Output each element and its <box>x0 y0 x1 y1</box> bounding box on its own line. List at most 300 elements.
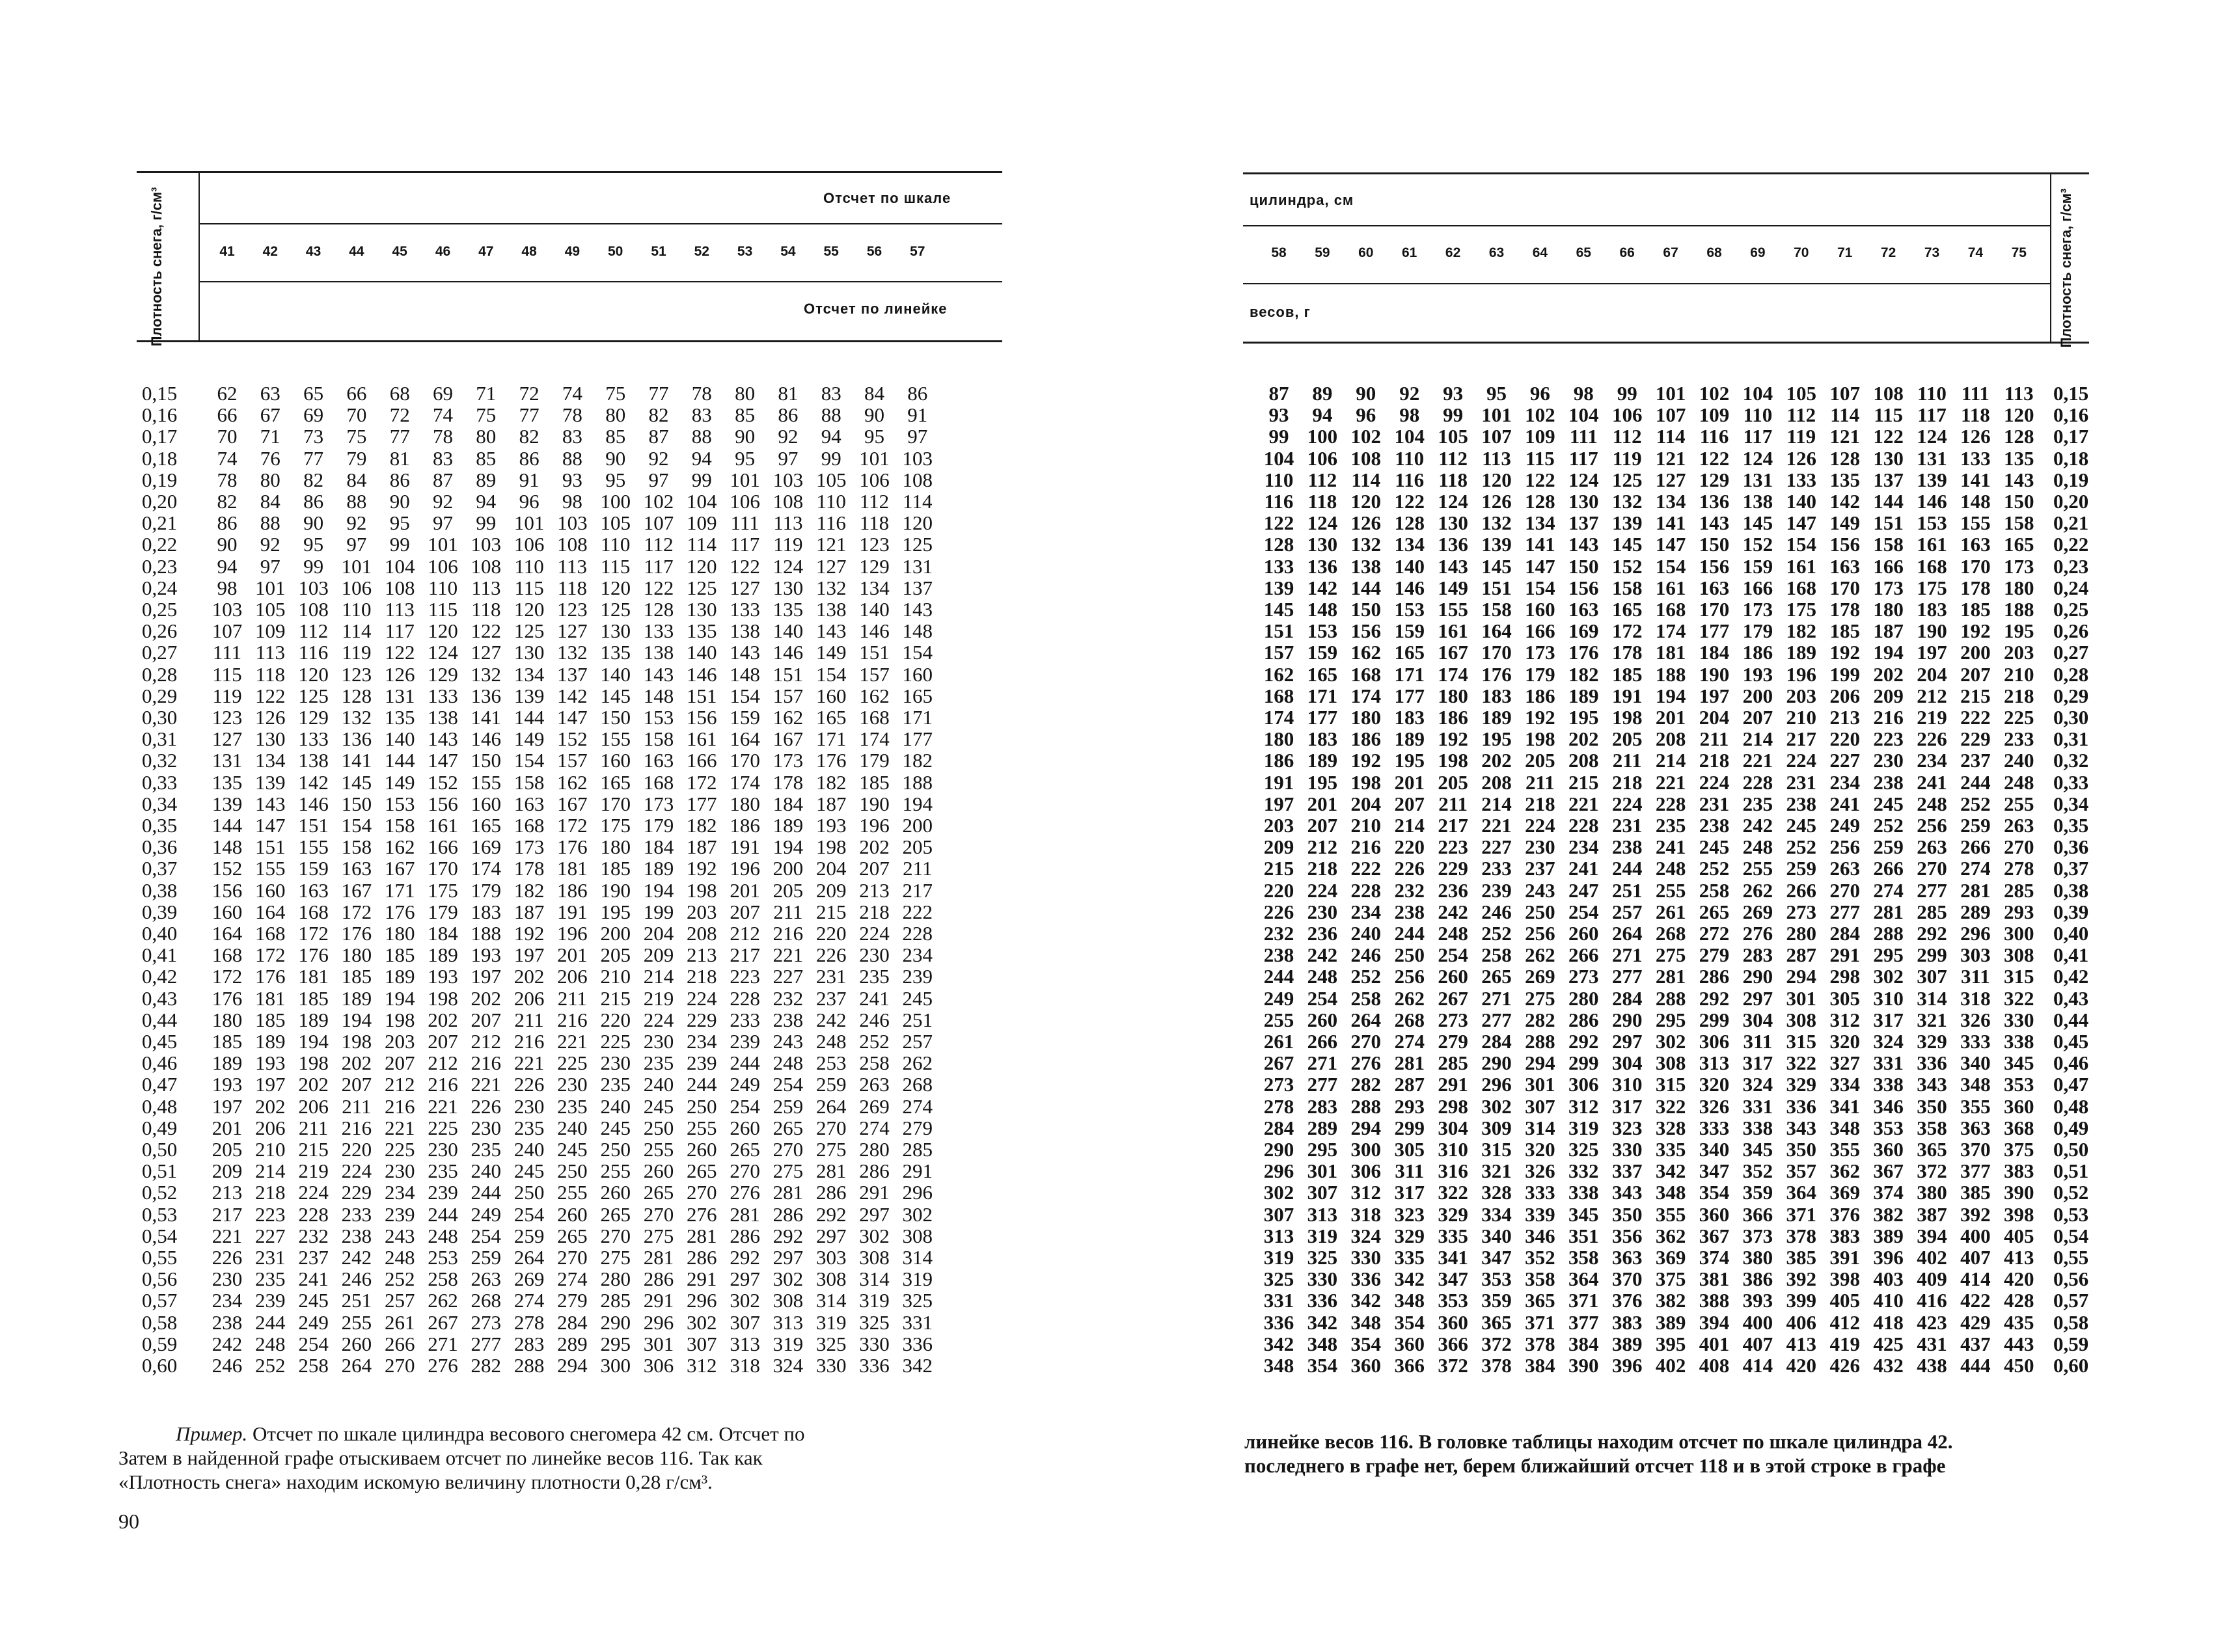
table-cell: 196 <box>557 922 588 945</box>
table-row <box>0 988 1114 1009</box>
table-cell: 216 <box>557 1008 588 1031</box>
table-cell: 163 <box>643 749 674 772</box>
table-cell: 70 <box>217 425 238 448</box>
table-cell: 158 <box>643 727 674 751</box>
table-cell: 302 <box>687 1310 717 1334</box>
table-cell: 116 <box>298 641 329 664</box>
table-cell: 291 <box>687 1267 717 1291</box>
table-cell: 99 <box>1443 403 1464 427</box>
table-cell: 260 <box>341 1332 372 1355</box>
column-header-74: 74 <box>1967 245 1984 260</box>
table-cell: 203 <box>1786 684 1817 707</box>
table-cell: 133 <box>730 598 760 621</box>
table-cell: 348 <box>1394 1289 1425 1312</box>
table-cell: 241 <box>1568 857 1599 880</box>
table-cell: 101 <box>341 554 372 578</box>
table-cell: 358 <box>1568 1246 1599 1269</box>
table-cell: 180 <box>1350 706 1382 729</box>
table-cell: 229 <box>1438 857 1468 880</box>
table-cell: 85 <box>735 403 756 427</box>
table-cell: 342 <box>1394 1267 1425 1291</box>
table-cell: 94 <box>1312 403 1333 427</box>
table-cell: 256 <box>1829 835 1860 859</box>
table-cell: 194 <box>298 1030 329 1053</box>
table-cell: 303 <box>815 1246 847 1269</box>
column-header-59: 59 <box>1315 245 1330 260</box>
table-cell: 294 <box>1786 965 1817 988</box>
table-cell: 187 <box>1873 619 1904 643</box>
table-cell: 225 <box>2004 706 2034 729</box>
table-cell: 104 <box>1742 382 1773 405</box>
table-cell: 425 <box>1873 1332 1904 1355</box>
table-cell: 224 <box>1611 792 1643 815</box>
table-cell: 274 <box>859 1116 890 1139</box>
table-cell: 207 <box>341 1073 372 1096</box>
table-cell: 221 <box>1655 770 1686 794</box>
table-row <box>1114 383 2229 404</box>
table-cell: 80 <box>605 403 626 427</box>
table-cell: 205 <box>1611 727 1643 751</box>
table-cell: 144 <box>212 814 243 837</box>
table-cell: 235 <box>428 1159 458 1183</box>
table-cell: 150 <box>471 749 502 772</box>
table-cell: 114 <box>1830 403 1860 427</box>
table-cell: 217 <box>1786 727 1817 751</box>
table-cell: 218 <box>1699 749 1730 772</box>
table-cell: 151 <box>1263 619 1294 643</box>
table-cell: 211 <box>298 1116 329 1139</box>
table-cell: 126 <box>1786 446 1817 470</box>
table-cell: 162 <box>384 835 415 859</box>
density-value: 0,18 <box>142 446 178 470</box>
table-cell: 83 <box>562 425 582 448</box>
table-cell: 203 <box>1263 814 1294 837</box>
table-cell: 267 <box>1263 1051 1294 1075</box>
table-cell: 161 <box>1438 619 1468 643</box>
table-cell: 138 <box>428 706 458 729</box>
table-cell: 183 <box>1307 727 1338 751</box>
table-cell: 319 <box>1263 1246 1294 1269</box>
table-row <box>0 944 1114 966</box>
table-cell: 190 <box>1699 662 1730 686</box>
table-cell: 106 <box>513 533 545 556</box>
table-cell: 180 <box>1263 727 1294 751</box>
table-cell: 372 <box>1438 1354 1468 1377</box>
table-cell: 242 <box>212 1332 243 1355</box>
table-cell: 145 <box>1742 511 1773 535</box>
table-cell: 251 <box>902 1008 933 1031</box>
table-cell: 205 <box>1438 770 1468 794</box>
table-cell: 295 <box>1873 943 1904 967</box>
density-value: 0,49 <box>2053 1116 2089 1139</box>
density-column-header: Плотность снега, г/см³ <box>2058 188 2074 348</box>
table-cell: 85 <box>605 425 626 448</box>
table-cell: 328 <box>1481 1181 1512 1204</box>
table-cell: 221 <box>1742 749 1773 772</box>
table-cell: 277 <box>1611 965 1643 988</box>
table-cell: 288 <box>1873 922 1904 945</box>
table-cell: 261 <box>1263 1030 1294 1053</box>
table-cell: 158 <box>1873 533 1904 556</box>
table-cell: 381 <box>1699 1267 1730 1291</box>
table-cell: 230 <box>600 1051 631 1075</box>
table-cell: 187 <box>687 835 717 859</box>
table-cell: 358 <box>1525 1267 1555 1291</box>
table-cell: 135 <box>212 770 243 794</box>
table-cell: 108 <box>1350 446 1382 470</box>
table-cell: 274 <box>557 1267 588 1291</box>
table-cell: 276 <box>687 1202 717 1226</box>
table-cell: 118 <box>255 662 285 686</box>
table-cell: 246 <box>859 1008 890 1031</box>
table-cell: 196 <box>859 814 890 837</box>
table-cell: 125 <box>600 598 631 621</box>
example-text-1: Отсчет по шкале цилиндра весового снегомера 42 см. Отсчет по <box>252 1422 805 1445</box>
table-cell: 225 <box>428 1116 458 1139</box>
table-cell: 218 <box>859 900 890 923</box>
table-cell: 112 <box>1438 446 1468 470</box>
table-cell: 90 <box>605 446 626 470</box>
table-cell: 268 <box>1655 922 1686 945</box>
table-cell: 148 <box>212 835 243 859</box>
table-cell: 246 <box>1481 900 1512 923</box>
table-cell: 162 <box>859 684 890 707</box>
table-cell: 124 <box>1438 490 1468 513</box>
table-cell: 184 <box>643 835 674 859</box>
table-cell: 186 <box>1438 706 1468 729</box>
table-cell: 141 <box>1960 468 1991 491</box>
table-cell: 224 <box>1786 749 1817 772</box>
table-cell: 215 <box>1960 684 1991 707</box>
table-row <box>1114 1312 2229 1333</box>
table-cell: 164 <box>255 900 286 923</box>
table-cell: 140 <box>859 598 890 621</box>
table-cell: 195 <box>600 900 631 923</box>
table-cell: 194 <box>773 835 804 859</box>
table-cell: 270 <box>1917 857 1947 880</box>
table-cell: 252 <box>1873 814 1904 837</box>
density-value: 0,42 <box>2053 965 2089 988</box>
table-cell: 238 <box>1873 770 1904 794</box>
density-value: 0,57 <box>142 1289 178 1312</box>
table-cell: 258 <box>298 1354 329 1377</box>
table-cell: 312 <box>1568 1094 1599 1118</box>
table-cell: 229 <box>341 1181 372 1204</box>
table-cell: 198 <box>687 878 717 902</box>
table-cell: 239 <box>255 1289 286 1312</box>
table-cell: 137 <box>902 576 933 599</box>
table-cell: 195 <box>1481 727 1512 751</box>
table-cell: 423 <box>1917 1310 1947 1334</box>
table-cell: 298 <box>1438 1094 1468 1118</box>
table-cell: 130 <box>1873 446 1904 470</box>
table-cell: 214 <box>1481 792 1512 815</box>
table-cell: 278 <box>1263 1094 1294 1118</box>
table-cell: 108 <box>773 490 804 513</box>
table-cell: 165 <box>815 706 847 729</box>
table-cell: 300 <box>1350 1138 1382 1161</box>
table-cell: 260 <box>687 1138 717 1161</box>
table-cell: 199 <box>643 900 674 923</box>
table-row <box>0 1247 1114 1268</box>
scale-header-continued: цилиндра, см <box>1250 192 1354 208</box>
table-cell: 412 <box>1829 1310 1860 1334</box>
table-cell: 328 <box>1655 1116 1686 1139</box>
table-cell: 127 <box>212 727 243 751</box>
table-cell: 302 <box>859 1224 890 1247</box>
table-cell: 348 <box>1655 1181 1686 1204</box>
table-cell: 133 <box>1786 468 1817 491</box>
table-cell: 237 <box>1960 749 1991 772</box>
table-cell: 83 <box>821 382 841 405</box>
density-value: 0,41 <box>142 943 178 967</box>
density-value: 0,35 <box>2053 814 2089 837</box>
table-row <box>1114 404 2229 426</box>
table-cell: 130 <box>687 598 717 621</box>
table-cell: 126 <box>384 662 415 686</box>
table-cell: 159 <box>730 706 760 729</box>
table-cell: 201 <box>212 1116 243 1139</box>
table-cell: 266 <box>1960 835 1991 859</box>
table-cell: 292 <box>773 1224 804 1247</box>
table-cell: 189 <box>298 1008 329 1031</box>
table-cell: 171 <box>815 727 847 751</box>
table-cell: 132 <box>557 641 588 664</box>
table-cell: 165 <box>902 684 933 707</box>
table-cell: 450 <box>2004 1354 2034 1377</box>
table-cell: 259 <box>513 1224 545 1247</box>
table-cell: 324 <box>1742 1073 1773 1096</box>
table-cell: 213 <box>212 1181 243 1204</box>
table-cell: 229 <box>687 1008 717 1031</box>
table-cell: 168 <box>513 814 545 837</box>
table-row <box>0 728 1114 750</box>
table-cell: 398 <box>1829 1267 1860 1291</box>
table-cell: 194 <box>1873 641 1904 664</box>
table-cell: 333 <box>1525 1181 1555 1204</box>
table-cell: 245 <box>513 1159 545 1183</box>
table-cell: 109 <box>687 511 717 535</box>
table-cell: 136 <box>341 727 372 751</box>
table-cell: 154 <box>902 641 933 664</box>
table-cell: 150 <box>341 792 372 815</box>
density-value: 0,30 <box>2053 706 2089 729</box>
table-cell: 252 <box>384 1267 415 1291</box>
table-cell: 342 <box>1263 1332 1294 1355</box>
table-row <box>1114 1182 2229 1203</box>
table-cell: 133 <box>1960 446 1991 470</box>
table-cell: 240 <box>557 1116 588 1139</box>
table-cell: 186 <box>1742 641 1773 664</box>
table-cell: 203 <box>384 1030 415 1053</box>
table-cell: 409 <box>1917 1267 1947 1291</box>
table-cell: 170 <box>1699 598 1730 621</box>
table-cell: 416 <box>1917 1289 1947 1312</box>
density-value: 0,31 <box>142 727 178 751</box>
table-cell: 255 <box>687 1116 717 1139</box>
table-cell: 237 <box>815 986 847 1010</box>
table-cell: 236 <box>1307 922 1338 945</box>
table-cell: 301 <box>1525 1073 1555 1096</box>
table-cell: 238 <box>1263 943 1294 967</box>
table-cell: 252 <box>1699 857 1730 880</box>
table-cell: 332 <box>1568 1159 1599 1183</box>
table-cell: 431 <box>1917 1332 1947 1355</box>
table-cell: 124 <box>1568 468 1599 491</box>
table-cell: 216 <box>384 1094 415 1118</box>
table-cell: 86 <box>303 490 324 513</box>
table-cell: 250 <box>1394 943 1425 967</box>
table-row <box>1114 426 2229 447</box>
example-note-line-1 <box>176 1422 805 1446</box>
table-cell: 146 <box>298 792 329 815</box>
table-cell: 179 <box>1742 619 1773 643</box>
table-cell: 218 <box>1525 792 1555 815</box>
table-cell: 310 <box>1873 986 1904 1010</box>
table-cell: 220 <box>1829 727 1860 751</box>
table-cell: 118 <box>471 598 501 621</box>
table-cell: 93 <box>1268 403 1289 427</box>
table-cell: 264 <box>1350 1008 1382 1031</box>
table-cell: 83 <box>433 446 453 470</box>
table-cell: 313 <box>773 1310 804 1334</box>
table-cell: 195 <box>2004 619 2034 643</box>
table-cell: 165 <box>471 814 502 837</box>
table-cell: 155 <box>298 835 329 859</box>
table-cell: 134 <box>859 576 890 599</box>
table-cell: 125 <box>513 619 545 643</box>
table-cell: 331 <box>1873 1051 1904 1075</box>
table-cell: 143 <box>1699 511 1730 535</box>
table-cell: 161 <box>1655 576 1686 599</box>
table-cell: 374 <box>1699 1246 1730 1269</box>
table-row <box>1114 1139 2229 1160</box>
table-cell: 254 <box>471 1224 502 1247</box>
table-cell: 266 <box>1873 857 1904 880</box>
table-cell: 242 <box>341 1246 372 1269</box>
table-cell: 211 <box>1438 792 1468 815</box>
table-cell: 211 <box>342 1094 372 1118</box>
table-cell: 198 <box>384 1008 415 1031</box>
table-cell: 315 <box>2004 965 2034 988</box>
table-cell: 112 <box>298 619 329 643</box>
table-cell: 246 <box>341 1267 372 1291</box>
table-cell: 277 <box>1307 1073 1338 1096</box>
table-cell: 296 <box>1481 1073 1512 1096</box>
table-cell: 202 <box>428 1008 458 1031</box>
table-row <box>0 426 1114 447</box>
table-cell: 104 <box>1568 403 1599 427</box>
table-cell: 129 <box>428 662 458 686</box>
density-value: 0,27 <box>2053 641 2089 664</box>
header-bottom-rule <box>137 340 1002 342</box>
density-value: 0,49 <box>142 1116 178 1139</box>
table-cell: 306 <box>1568 1073 1599 1096</box>
table-cell: 108 <box>298 598 329 621</box>
table-cell: 325 <box>1307 1246 1338 1269</box>
table-cell: 406 <box>1786 1310 1817 1334</box>
table-cell: 323 <box>1394 1202 1425 1226</box>
table-cell: 254 <box>730 1094 760 1118</box>
table-cell: 143 <box>815 619 847 643</box>
table-cell: 122 <box>730 554 760 578</box>
table-cell: 254 <box>773 1073 804 1096</box>
table-cell: 338 <box>1568 1181 1599 1204</box>
table-cell: 163 <box>513 792 545 815</box>
table-cell: 189 <box>1481 706 1512 729</box>
table-cell: 235 <box>859 965 890 988</box>
table-cell: 165 <box>600 770 631 794</box>
table-cell: 114 <box>903 490 933 513</box>
table-cell: 312 <box>1829 1008 1860 1031</box>
table-row <box>1114 772 2229 793</box>
table-cell: 115 <box>1525 446 1555 470</box>
table-cell: 188 <box>2004 598 2034 621</box>
table-cell: 334 <box>1481 1202 1512 1226</box>
table-cell: 276 <box>1350 1051 1382 1075</box>
table-cell: 175 <box>1917 576 1947 599</box>
table-cell: 258 <box>1481 943 1512 967</box>
table-cell: 187 <box>815 792 847 815</box>
table-cell: 132 <box>1611 490 1643 513</box>
density-value: 0,31 <box>2053 727 2089 751</box>
density-value: 0,54 <box>142 1224 178 1247</box>
table-cell: 405 <box>2004 1224 2034 1247</box>
table-cell: 163 <box>341 857 372 880</box>
density-value: 0,47 <box>142 1073 178 1096</box>
density-value: 0,16 <box>142 403 178 427</box>
table-cell: 163 <box>298 878 329 902</box>
table-cell: 156 <box>687 706 717 729</box>
table-cell: 249 <box>730 1073 760 1096</box>
table-cell: 298 <box>1829 965 1860 988</box>
table-cell: 193 <box>471 943 502 967</box>
density-value: 0,42 <box>142 965 178 988</box>
table-cell: 286 <box>1568 1008 1599 1031</box>
density-value: 0,48 <box>142 1094 178 1118</box>
table-cell: 128 <box>1263 533 1294 556</box>
table-cell: 304 <box>1742 1008 1773 1031</box>
table-cell: 260 <box>557 1202 588 1226</box>
example-label: Пример. <box>176 1422 248 1445</box>
table-cell: 198 <box>1350 770 1382 794</box>
table-cell: 69 <box>433 382 453 405</box>
density-value: 0,58 <box>2053 1310 2089 1334</box>
table-cell: 277 <box>1829 900 1860 923</box>
density-column-divider <box>2050 172 2051 342</box>
table-cell: 437 <box>1960 1332 1991 1355</box>
table-cell: 248 <box>1307 965 1338 988</box>
table-cell: 244 <box>471 1181 502 1204</box>
table-row <box>0 685 1114 707</box>
table-cell: 272 <box>1699 922 1730 945</box>
table-cell: 146 <box>773 641 804 664</box>
table-cell: 111 <box>730 511 759 535</box>
table-cell: 224 <box>298 1181 329 1204</box>
table-cell: 395 <box>1655 1332 1686 1355</box>
table-cell: 110 <box>428 576 458 599</box>
table-cell: 105 <box>255 598 286 621</box>
table-cell: 195 <box>1394 749 1425 772</box>
table-cell: 230 <box>557 1073 588 1096</box>
table-cell: 320 <box>1699 1073 1730 1096</box>
density-value: 0,38 <box>2053 878 2089 902</box>
column-header-56: 56 <box>866 244 882 259</box>
table-cell: 134 <box>255 749 286 772</box>
table-cell: 195 <box>1568 706 1599 729</box>
table-cell: 160 <box>1525 598 1555 621</box>
table-row <box>1114 923 2229 944</box>
